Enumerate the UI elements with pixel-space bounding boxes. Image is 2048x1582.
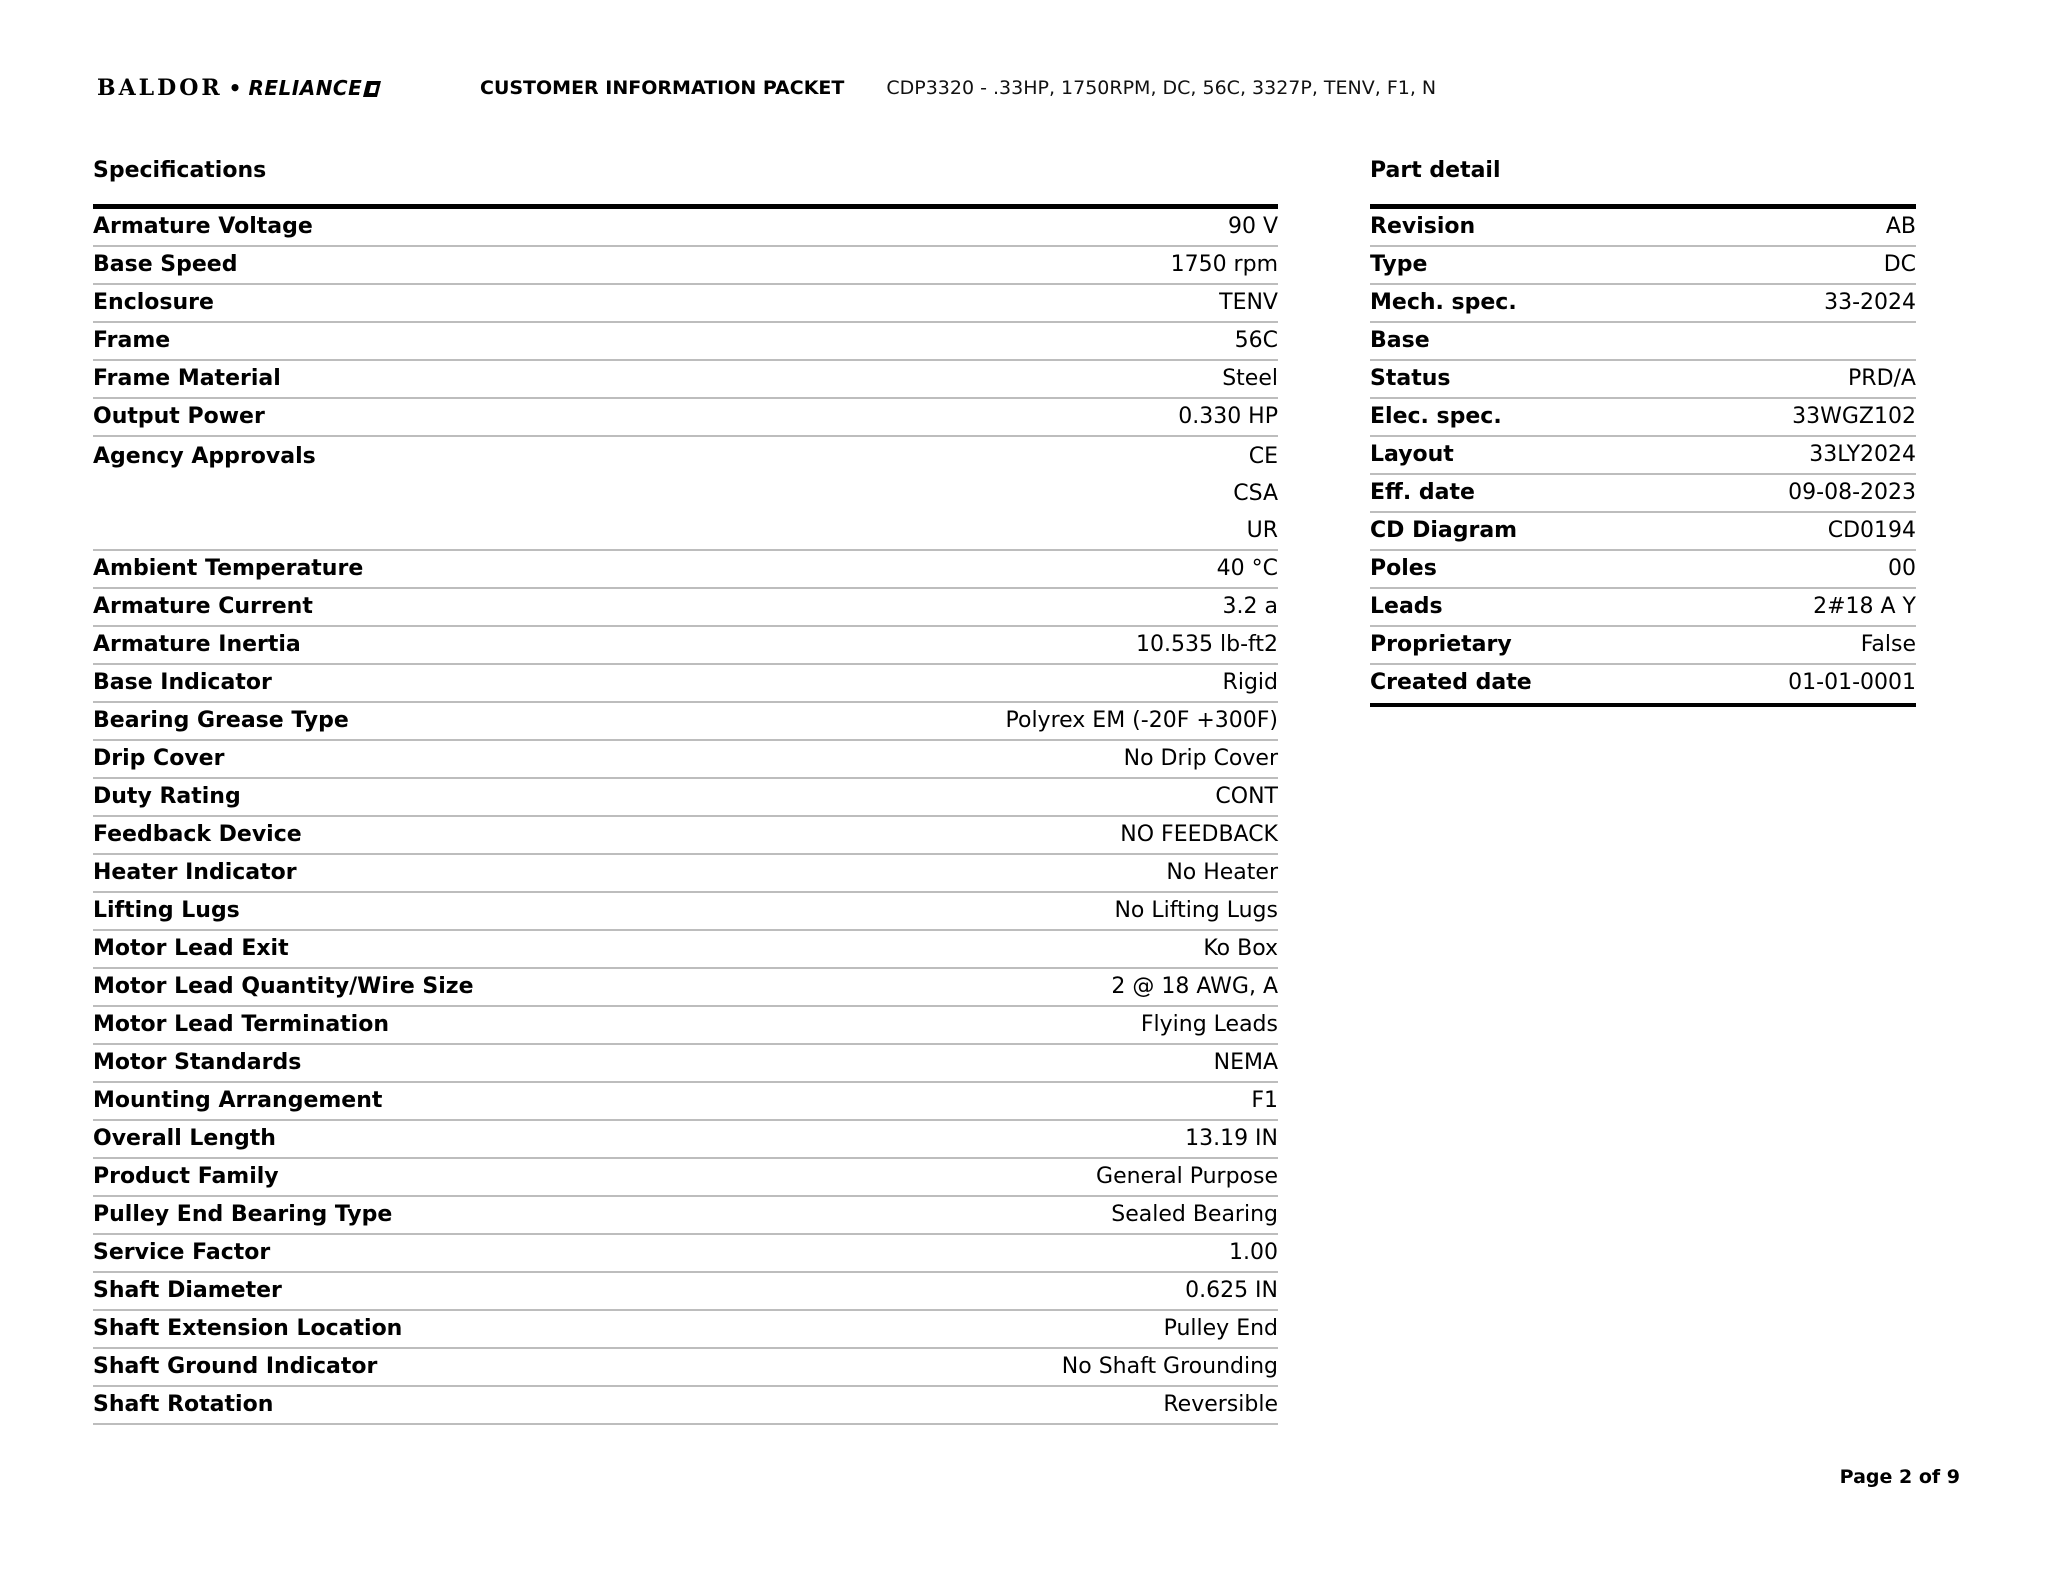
spec-row (93, 1045, 1278, 1083)
part-row (1370, 437, 1916, 475)
part-row-value-item: DC (1883, 252, 1916, 277)
spec-row (93, 703, 1278, 741)
spec-row-value (1111, 1198, 1278, 1232)
spec-row-label: Ambient Temperature (93, 556, 364, 581)
baldor-reliance-logo (97, 75, 437, 101)
spec-row (93, 817, 1278, 855)
spec-row-value-item: No Drip Cover (1123, 746, 1278, 771)
spec-row-value-item: CE (1248, 444, 1278, 469)
spec-row (93, 931, 1278, 969)
reliance-mark-icon (363, 81, 381, 97)
spec-row-label: Bearing Grease Type (93, 708, 349, 733)
spec-row (93, 741, 1278, 779)
part-row-label: Layout (1370, 442, 1454, 467)
spec-row-value (1185, 1274, 1278, 1308)
spec-row-label: Armature Inertia (93, 632, 301, 657)
spec-row-label: Overall Length (93, 1126, 276, 1151)
spec-row (93, 627, 1278, 665)
part-row (1370, 399, 1916, 437)
part-row-value-item: 33WGZ102 (1792, 404, 1916, 429)
spec-row-value (1120, 818, 1278, 852)
part-row-value (1884, 248, 1916, 282)
spec-row-value (1006, 704, 1279, 738)
logo-separator: • (228, 76, 242, 100)
spec-row-label: Frame Material (93, 366, 281, 391)
spec-row (93, 1083, 1278, 1121)
spec-row-value (1219, 286, 1278, 320)
spec-row-label: Pulley End Bearing Type (93, 1202, 393, 1227)
spec-row-value (1215, 780, 1278, 814)
spec-row (93, 399, 1278, 437)
part-row (1370, 209, 1916, 247)
spec-row-value-item: TENV (1219, 290, 1278, 315)
spec-row-value-item: Rigid (1222, 670, 1278, 695)
spec-row-value-item: Sealed Bearing (1111, 1202, 1278, 1227)
product-description: CDP3320 - .33HP, 1750RPM, DC, 56C, 3327P, TENV, F1, N (886, 77, 1437, 99)
spec-row (93, 323, 1278, 361)
spec-row (93, 855, 1278, 893)
spec-row-value (1223, 590, 1278, 624)
part-row (1370, 665, 1916, 703)
part-row-value-item: 09-08-2023 (1788, 480, 1916, 505)
page-header (97, 74, 1436, 102)
part-row-value (1788, 476, 1916, 510)
spec-row-value-item: NEMA (1213, 1050, 1278, 1075)
part-row-label: Type (1370, 252, 1428, 277)
part-row-value (1809, 438, 1916, 472)
spec-row (93, 969, 1278, 1007)
spec-row-label: Motor Lead Exit (93, 936, 289, 961)
spec-row-label: Armature Current (93, 594, 313, 619)
spec-row-value-item: Steel (1222, 366, 1278, 391)
part-row (1370, 589, 1916, 627)
spec-row-value (1164, 1312, 1278, 1346)
spec-row-value-item: No Heater (1166, 860, 1278, 885)
spec-row-value (1217, 552, 1278, 586)
spec-row (93, 285, 1278, 323)
part-row-value-item: 2#18 A Y (1813, 594, 1916, 619)
spec-row-value-item: Pulley End (1163, 1316, 1278, 1341)
spec-row-value-item: 1750 rpm (1170, 252, 1278, 277)
spec-row-value (1203, 932, 1278, 966)
part-row-label: CD Diagram (1370, 518, 1518, 543)
spec-row-value-item: 10.535 lb-ft2 (1136, 632, 1278, 657)
spec-row-value (1171, 248, 1278, 282)
spec-row-value (1096, 1160, 1278, 1194)
spec-row-value (1223, 666, 1278, 700)
spec-row-value-item: 90 V (1227, 214, 1278, 239)
spec-row-label: Base Indicator (93, 670, 272, 695)
spec-row (93, 893, 1278, 931)
spec-row-value-item: 13.19 IN (1185, 1126, 1278, 1151)
spec-row (93, 209, 1278, 247)
part-row-value-item: 00 (1888, 556, 1916, 581)
part-row-value-item: 33-2024 (1824, 290, 1916, 315)
spec-row-label: Feedback Device (93, 822, 302, 847)
part-row (1370, 247, 1916, 285)
spec-row-label: Agency Approvals (93, 444, 316, 469)
spec-row-value-item: General Purpose (1096, 1164, 1278, 1189)
spec-row-value-item: No Shaft Grounding (1061, 1354, 1278, 1379)
part-row (1370, 627, 1916, 665)
spec-row-label: Shaft Rotation (93, 1392, 274, 1417)
spec-row (93, 665, 1278, 703)
logo-reliance-text: RELIANCE (248, 76, 363, 100)
spec-row-value-item: 40 °C (1216, 556, 1278, 581)
spec-row (93, 247, 1278, 285)
spec-row-value-item: Ko Box (1203, 936, 1278, 961)
spec-row-label: Product Family (93, 1164, 279, 1189)
spec-row-value (1222, 362, 1278, 396)
specifications-table (93, 204, 1278, 1425)
spec-row-label: Shaft Ground Indicator (93, 1354, 378, 1379)
spec-row-value (1163, 1388, 1278, 1422)
part-row-label: Eff. date (1370, 480, 1475, 505)
spec-row-value-item: UR (1246, 518, 1278, 543)
part-row-value-item: False (1860, 632, 1916, 657)
spec-row-value-item: 2 @ 18 AWG, A (1111, 974, 1278, 999)
part-row-label: Leads (1370, 594, 1443, 619)
spec-row (93, 1387, 1278, 1425)
part-row (1370, 475, 1916, 513)
spec-row-label: Service Factor (93, 1240, 271, 1265)
spec-row (93, 1235, 1278, 1273)
spec-row-value-item: F1 (1251, 1088, 1278, 1113)
part-row-value (1788, 666, 1916, 700)
spec-row-value (1235, 324, 1278, 358)
part-row-value-item: CD0194 (1827, 518, 1916, 543)
page-number: Page 2 of 9 (1839, 1466, 1960, 1488)
spec-row (93, 1311, 1278, 1349)
part-row-value-item: PRD/A (1848, 366, 1916, 391)
spec-row-value (1229, 1236, 1278, 1270)
spec-row-label: Duty Rating (93, 784, 241, 809)
spec-row-value-item: NO FEEDBACK (1120, 822, 1278, 847)
part-row-value (1824, 286, 1916, 320)
spec-row-value (1251, 1084, 1278, 1118)
part-row (1370, 323, 1916, 361)
spec-row-value (1114, 894, 1278, 928)
part-row-value (1792, 400, 1916, 434)
part-row-label: Elec. spec. (1370, 404, 1502, 429)
spec-row-value (1111, 970, 1278, 1004)
part-row-value (1888, 552, 1916, 586)
spec-row-value-item: 0.625 IN (1185, 1278, 1278, 1303)
spec-row (93, 1349, 1278, 1387)
part-detail-table (1370, 204, 1916, 707)
spec-row-value (1124, 742, 1278, 776)
part-row-label: Proprietary (1370, 632, 1512, 657)
spec-row-value-item: 1.00 (1229, 1240, 1278, 1265)
part-row-value-item: 33LY2024 (1809, 442, 1916, 467)
spec-row-label: Base Speed (93, 252, 238, 277)
spec-row (93, 1007, 1278, 1045)
spec-row-label: Armature Voltage (93, 214, 313, 239)
spec-row-value-item: 3.2 a (1222, 594, 1278, 619)
spec-row-label: Motor Lead Termination (93, 1012, 390, 1037)
spec-row (93, 589, 1278, 627)
part-row-label: Poles (1370, 556, 1437, 581)
spec-row (93, 1197, 1278, 1235)
spec-row-value-item: 0.330 HP (1178, 404, 1278, 429)
spec-row-value-item: Flying Leads (1140, 1012, 1278, 1037)
spec-row-value-item: No Lifting Lugs (1114, 898, 1278, 923)
spec-row-value (1062, 1350, 1278, 1384)
part-row-value (1828, 514, 1916, 548)
spec-row-value (1233, 438, 1278, 549)
logo-baldor-text: BALDOR (97, 75, 223, 101)
part-row-value-item: 01-01-0001 (1788, 670, 1916, 695)
spec-row-label: Heater Indicator (93, 860, 297, 885)
part-row (1370, 513, 1916, 551)
spec-row-value-item: CSA (1233, 481, 1278, 506)
spec-row-label: Motor Lead Quantity/Wire Size (93, 974, 474, 999)
part-row-value (1886, 210, 1916, 244)
part-detail-heading: Part detail (1370, 158, 1501, 183)
part-row-value-item: AB (1885, 214, 1916, 239)
specifications-heading: Specifications (93, 158, 267, 183)
spec-row-value (1141, 1008, 1278, 1042)
part-row-value (1848, 362, 1916, 396)
spec-row (93, 1121, 1278, 1159)
spec-row-label: Shaft Diameter (93, 1278, 282, 1303)
spec-row-label: Lifting Lugs (93, 898, 240, 923)
spec-row-value-item: CONT (1215, 784, 1278, 809)
packet-title: CUSTOMER INFORMATION PACKET (480, 77, 845, 99)
spec-row-label: Frame (93, 328, 171, 353)
spec-row-value-item: Reversible (1163, 1392, 1278, 1417)
spec-row-value-item: Polyrex EM (-20F +300F) (1005, 708, 1278, 733)
spec-row (93, 1159, 1278, 1197)
spec-row-label: Enclosure (93, 290, 214, 315)
spec-row (93, 551, 1278, 589)
part-row-label: Created date (1370, 670, 1532, 695)
part-row-label: Base (1370, 328, 1430, 353)
spec-row-value (1178, 400, 1278, 434)
spec-row-value-item: 56C (1234, 328, 1278, 353)
part-row-value (1861, 628, 1916, 662)
spec-row (93, 1273, 1278, 1311)
part-row-label: Mech. spec. (1370, 290, 1517, 315)
spec-row (93, 361, 1278, 399)
spec-row-value (1136, 628, 1278, 662)
part-row-label: Status (1370, 366, 1451, 391)
spec-row-value (1228, 210, 1278, 244)
spec-row-value (1166, 856, 1278, 890)
part-row (1370, 361, 1916, 399)
spec-row-label: Output Power (93, 404, 265, 429)
spec-row-label: Drip Cover (93, 746, 225, 771)
spec-row-value (1185, 1122, 1278, 1156)
spec-row-label: Mounting Arrangement (93, 1088, 383, 1113)
part-row (1370, 551, 1916, 589)
spec-row-value (1214, 1046, 1278, 1080)
part-row (1370, 285, 1916, 323)
spec-row-label: Shaft Extension Location (93, 1316, 403, 1341)
spec-row (93, 779, 1278, 817)
spec-row-label: Motor Standards (93, 1050, 302, 1075)
part-row-label: Revision (1370, 214, 1476, 239)
part-row-value (1813, 590, 1916, 624)
spec-row (93, 437, 1278, 551)
